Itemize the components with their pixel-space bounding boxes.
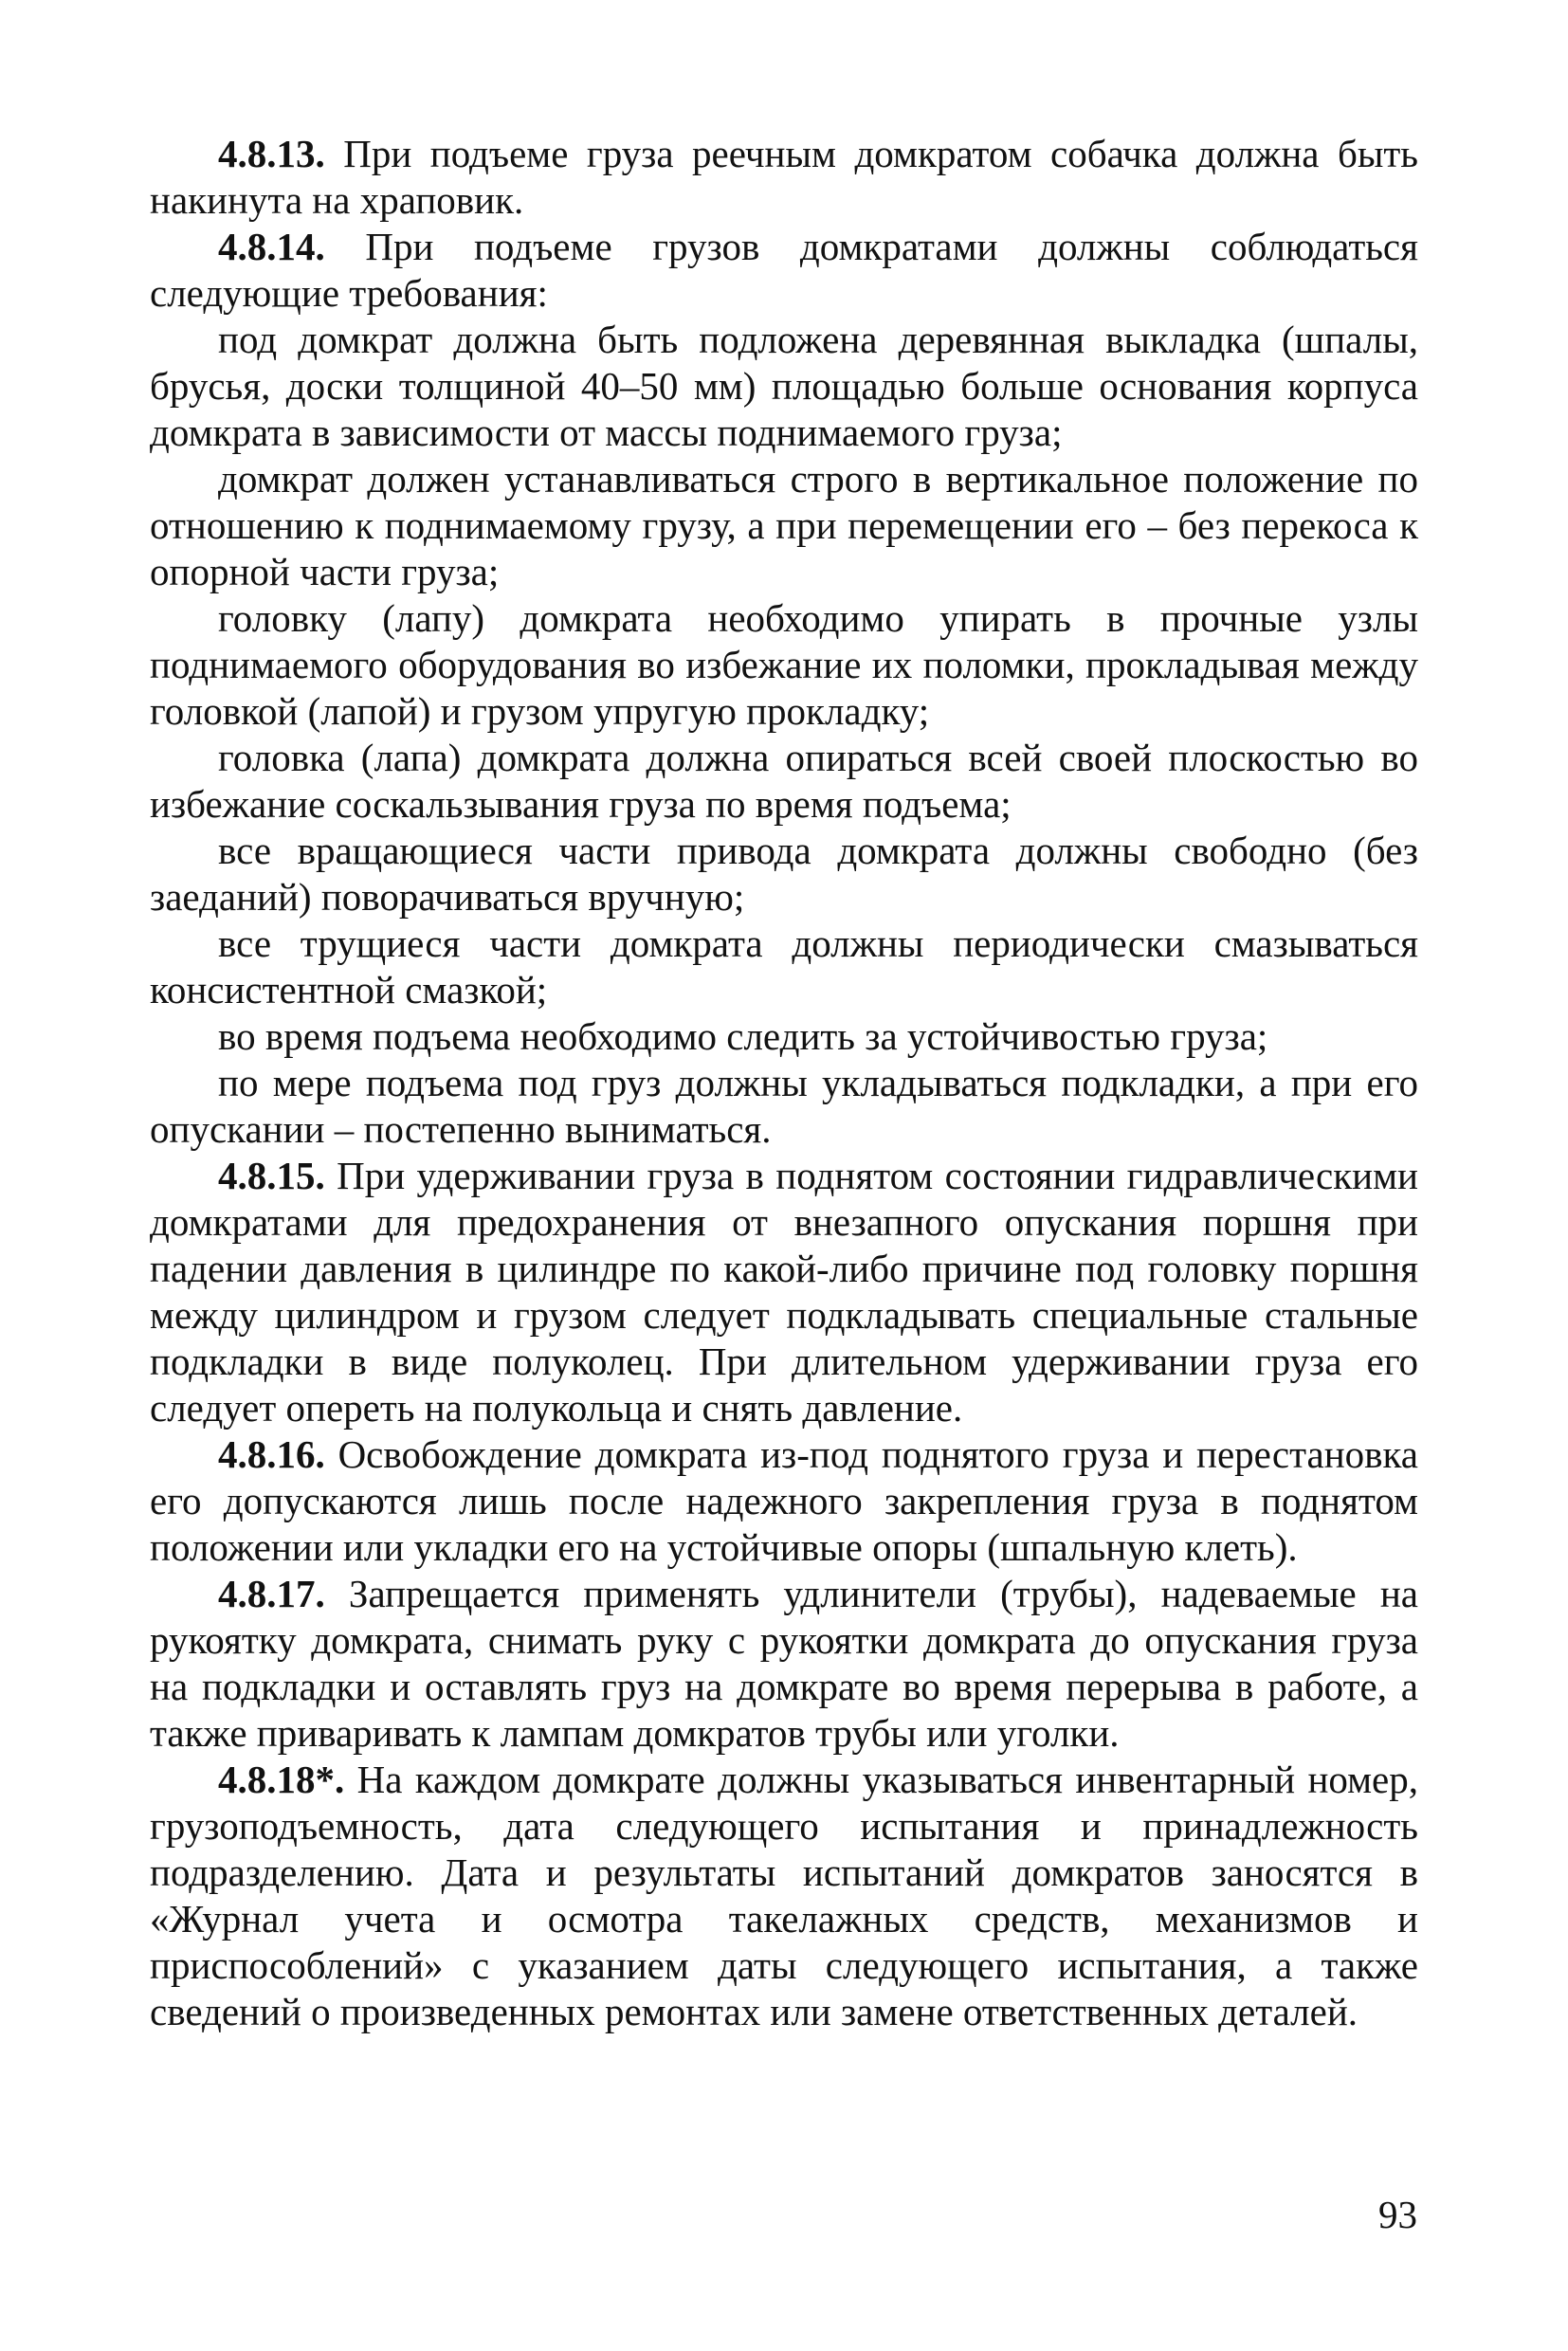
requirement-item	[150, 595, 1418, 735]
clause-text: Освобождение домкрата из-под поднятого груза и перестановка его допускаются лишь после надежного закрепления груза в поднятом положении или укладки его на устойчивые опоры (шпальную клеть).	[150, 1432, 1418, 1569]
clause-text: При удерживании груза в поднятом состоянии гидравлическими домкратами для предохранения от внезапного опускания поршня при падении давления в цилиндре по какой-либо причине под головку поршня между цилиндром и грузом следует подкладывать специальные стальные подкладки в виде полуколец. При длительном удерживании груза его следует опереть на полукольца и снять давление.	[150, 1154, 1418, 1430]
requirement-item	[150, 317, 1418, 456]
requirement-text: головку (лапу) домкрата необходимо упирать в прочные узлы поднимаемого оборудования во избежание их поломки, прокладывая между головкой (лапой) и грузом упругую прокладку;	[150, 596, 1418, 733]
clause-4-8-17	[150, 1571, 1418, 1757]
requirement-text: все вращающиеся части привода домкрата должны свободно (без заеданий) поворачиваться вручную;	[150, 829, 1418, 919]
clause-text: Запрещается применять удлинители (трубы), надеваемые на рукоятку домкрата, снимать руку с рукоятки домкрата до опускания груза на подкладки и оставлять груз на домкрате во время перерыва в работе, а также приваривать к лампам домкратов трубы или уголки.	[150, 1572, 1418, 1755]
requirement-text: головка (лапа) домкрата должна опираться всей своей плоскостью во избежание соскальзывания груза по время подъема;	[150, 736, 1418, 826]
clause-number: 4.8.13.	[218, 132, 325, 175]
page-number: 93	[1378, 2193, 1417, 2236]
clause-text: При подъеме грузов домкратами должны соблюдаться следующие требования:	[150, 225, 1418, 315]
clause-number: 4.8.18*.	[218, 1758, 345, 1801]
requirement-text: во время подъема необходимо следить за устойчивостью груза;	[218, 1014, 1268, 1058]
clause-number: 4.8.16.	[218, 1432, 325, 1476]
clause-4-8-15	[150, 1153, 1418, 1431]
requirement-item	[150, 735, 1418, 828]
clause-number: 4.8.14.	[218, 225, 325, 268]
requirement-text: по мере подъема под груз должны укладываться подкладки, а при его опускании – постепенно выниматься.	[150, 1061, 1418, 1151]
requirement-text: под домкрат должна быть подложена деревянная выкладка (шпалы, брусья, доски толщиной 40–50 мм) площадью больше основания корпуса домкрата в зависимости от массы поднимаемого груза;	[150, 318, 1418, 454]
clause-4-8-14	[150, 224, 1418, 317]
page-body	[150, 131, 1418, 2330]
clause-number: 4.8.17.	[218, 1572, 325, 1615]
requirement-item	[150, 828, 1418, 920]
clause-text: На каждом домкрате должны указываться инвентарный номер, грузоподъемность, дата следующего испытания и принадлежность подразделению. Дата и результаты испытаний домкратов заносятся в «Журнал учета и осмотра такелажных средств, механизмов и приспособлений» с указанием даты следующего испытания, а также сведений о произведенных ремонтах или замене ответственных деталей.	[150, 1758, 1418, 2033]
clause-4-8-16	[150, 1431, 1418, 1571]
requirement-text: все трущиеся части домкрата должны периодически смазываться консистентной смазкой;	[150, 921, 1418, 1011]
requirement-text: домкрат должен устанавливаться строго в вертикальное положение по отношению к поднимаемому грузу, а при перемещении его – без перекоса к опорной части груза;	[150, 457, 1418, 593]
clause-4-8-13	[150, 131, 1418, 224]
requirement-item	[150, 1013, 1418, 1060]
clause-text: При подъеме груза реечным домкратом собачка должна быть накинута на храповик.	[150, 132, 1418, 222]
clause-4-8-18	[150, 1757, 1418, 2035]
requirement-item	[150, 456, 1418, 595]
clause-number: 4.8.15.	[218, 1154, 325, 1197]
requirement-item	[150, 1060, 1418, 1153]
requirement-item	[150, 920, 1418, 1013]
